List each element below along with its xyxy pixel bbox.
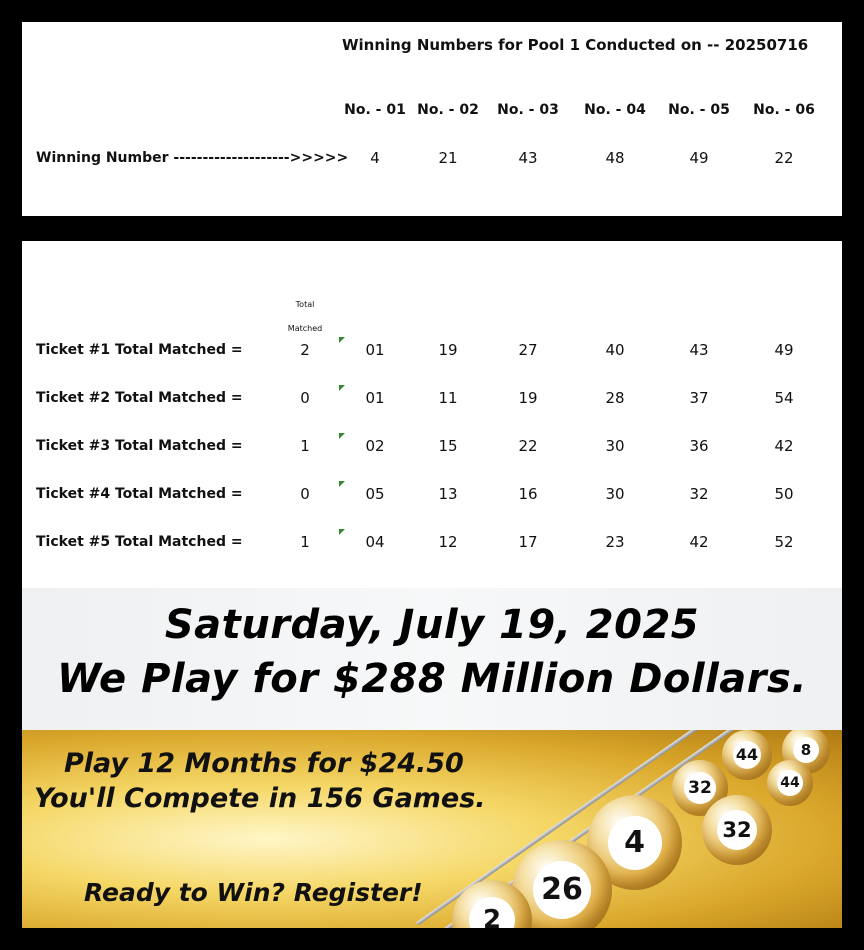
lottery-ball: 32 bbox=[702, 795, 772, 865]
column-header-3: No. - 03 bbox=[497, 102, 559, 118]
winning-numbers-title: Winning Numbers for Pool 1 Conducted on -- 20250716 bbox=[342, 36, 809, 54]
ticket-number: 36 bbox=[689, 437, 709, 455]
register-link[interactable]: Ready to Win? Register! bbox=[84, 878, 423, 907]
ticket-number: 42 bbox=[689, 533, 709, 551]
column-header-4: No. - 04 bbox=[584, 102, 646, 118]
lottery-ball: 2 bbox=[452, 880, 532, 928]
ticket-number: 42 bbox=[774, 437, 794, 455]
column-header-2: No. - 02 bbox=[417, 102, 479, 118]
winning-number: 49 bbox=[689, 149, 709, 167]
ticket-matched-count: 0 bbox=[300, 485, 310, 503]
column-header-1: No. - 01 bbox=[344, 102, 406, 118]
comment-indicator-icon bbox=[339, 337, 345, 343]
ticket-row-label: Ticket #3 Total Matched = bbox=[36, 438, 243, 454]
winning-number: 48 bbox=[605, 149, 625, 167]
ticket-matched-count: 1 bbox=[300, 533, 310, 551]
ticket-number: 32 bbox=[689, 485, 709, 503]
ticket-number: 27 bbox=[518, 341, 538, 359]
comment-indicator-icon bbox=[339, 433, 345, 439]
ticket-number: 40 bbox=[605, 341, 625, 359]
ticket-number: 01 bbox=[365, 341, 385, 359]
ticket-number: 12 bbox=[438, 533, 458, 551]
ticket-number: 52 bbox=[774, 533, 794, 551]
lottery-ball: 44 bbox=[767, 760, 813, 806]
ticket-number: 43 bbox=[689, 341, 709, 359]
comment-indicator-icon bbox=[339, 385, 345, 391]
ticket-number: 15 bbox=[438, 437, 458, 455]
ticket-number: 30 bbox=[605, 485, 625, 503]
lottery-ball: 26 bbox=[512, 840, 612, 928]
registration-promo[interactable] bbox=[22, 730, 842, 928]
ticket-number: 16 bbox=[518, 485, 538, 503]
ticket-number: 49 bbox=[774, 341, 794, 359]
winning-numbers-panel bbox=[22, 22, 842, 216]
draw-date-heading: Saturday, July 19, 2025 bbox=[164, 602, 700, 648]
column-header-6: No. - 06 bbox=[753, 102, 815, 118]
ticket-number: 37 bbox=[689, 389, 709, 407]
winning-number: 22 bbox=[774, 149, 794, 167]
winning-number: 43 bbox=[518, 149, 538, 167]
winning-number-label: Winning Number -------------------->>>>> bbox=[36, 150, 349, 166]
ticket-matched-count: 2 bbox=[300, 341, 310, 359]
ticket-number: 01 bbox=[365, 389, 385, 407]
ticket-number: 22 bbox=[518, 437, 538, 455]
lottery-ball: 4 bbox=[587, 795, 682, 890]
ticket-number: 28 bbox=[605, 389, 625, 407]
ticket-number: 19 bbox=[438, 341, 458, 359]
ticket-number: 13 bbox=[438, 485, 458, 503]
ticket-number: 17 bbox=[518, 533, 538, 551]
jackpot-amount-heading: We Play for $288 Million Dollars. bbox=[56, 656, 808, 702]
ticket-number: 23 bbox=[605, 533, 625, 551]
ticket-number: 54 bbox=[774, 389, 794, 407]
winning-number: 21 bbox=[438, 149, 458, 167]
column-header-5: No. - 05 bbox=[668, 102, 730, 118]
ticket-number: 04 bbox=[365, 533, 385, 551]
ticket-row-label: Ticket #1 Total Matched = bbox=[36, 342, 243, 358]
ticket-number: 11 bbox=[438, 389, 458, 407]
ticket-row-label: Ticket #2 Total Matched = bbox=[36, 390, 243, 406]
lottery-ball: 32 bbox=[672, 760, 728, 816]
winning-number: 4 bbox=[370, 149, 380, 167]
jackpot-banner bbox=[22, 588, 842, 730]
ticket-row-label: Ticket #4 Total Matched = bbox=[36, 486, 243, 502]
comment-indicator-icon bbox=[339, 481, 345, 487]
total-matched-header-line1: Total bbox=[295, 300, 315, 309]
ticket-number: 05 bbox=[365, 485, 385, 503]
ticket-row-label: Ticket #5 Total Matched = bbox=[36, 534, 243, 550]
ticket-number: 19 bbox=[518, 389, 538, 407]
promo-price-line: Play 12 Months for $24.50 bbox=[64, 748, 464, 779]
ticket-number: 02 bbox=[365, 437, 385, 455]
promo-games-line: You'll Compete in 156 Games. bbox=[34, 783, 486, 814]
ticket-matched-count: 1 bbox=[300, 437, 310, 455]
ticket-matched-count: 0 bbox=[300, 389, 310, 407]
lottery-ball: 8 bbox=[782, 730, 830, 774]
total-matched-header-line2: Matched bbox=[287, 324, 323, 333]
comment-indicator-icon bbox=[339, 529, 345, 535]
tickets-panel bbox=[22, 241, 842, 588]
ticket-number: 50 bbox=[774, 485, 794, 503]
ticket-number: 30 bbox=[605, 437, 625, 455]
lottery-ball: 44 bbox=[722, 730, 772, 780]
